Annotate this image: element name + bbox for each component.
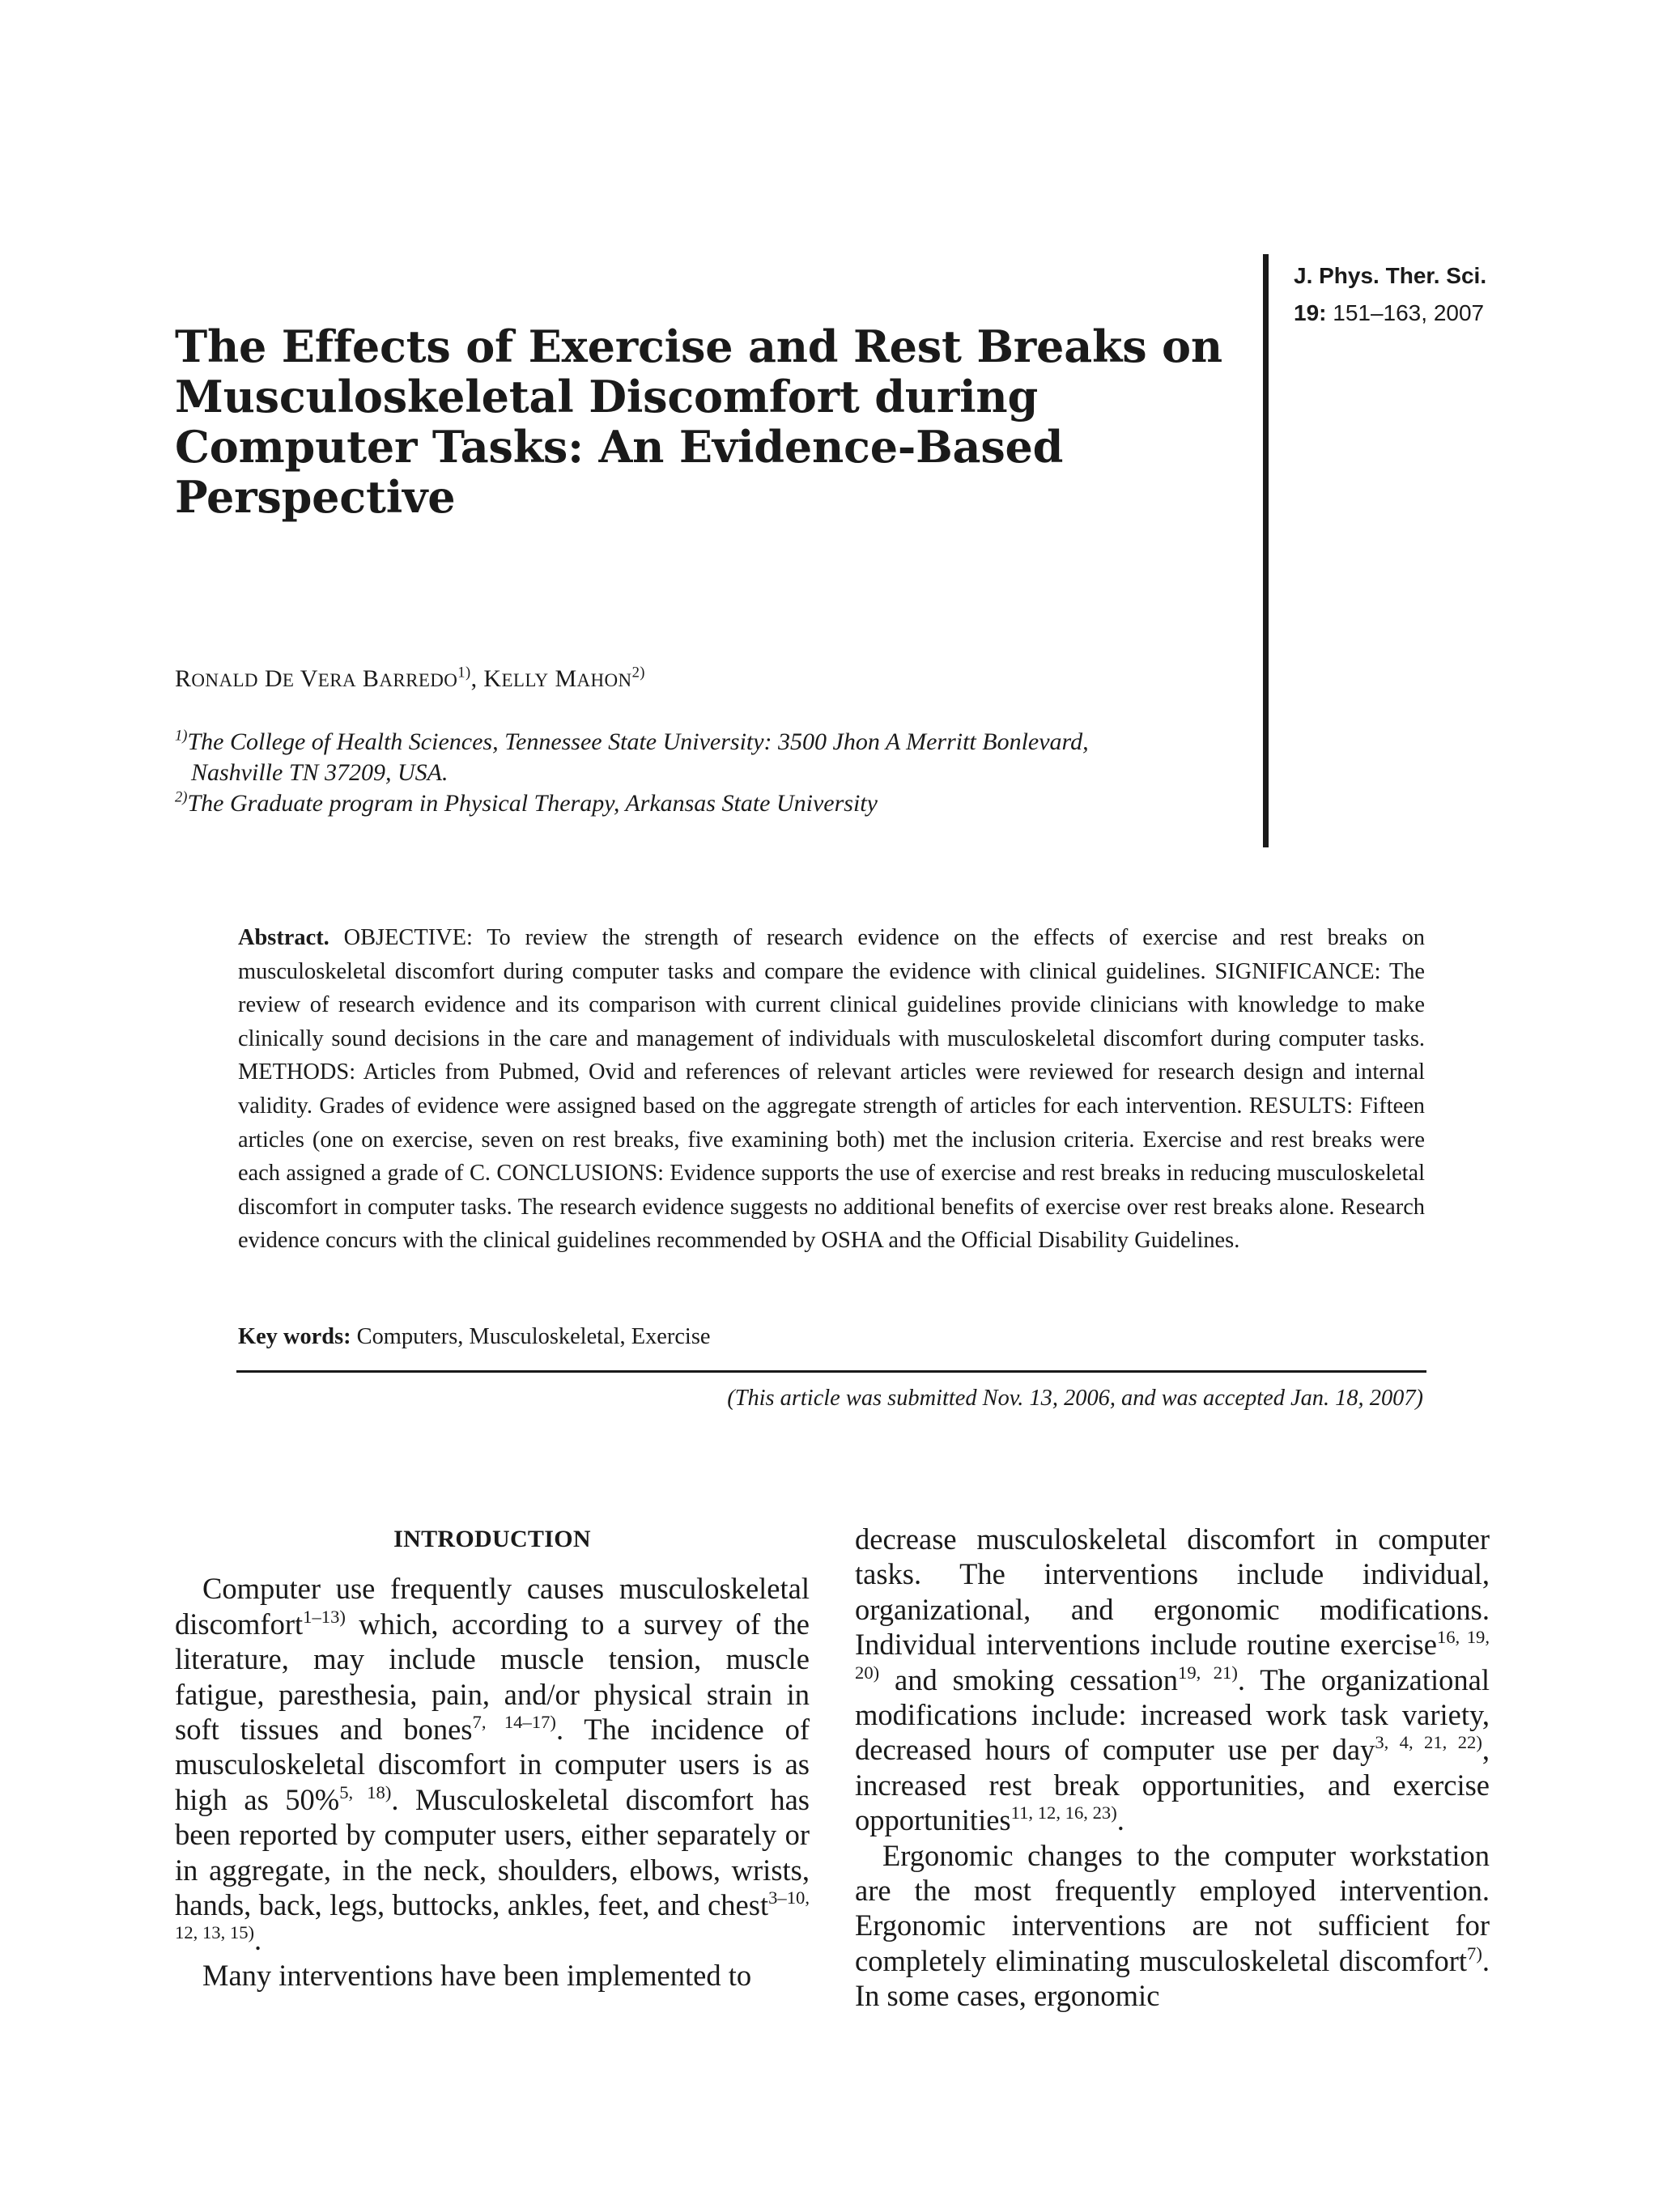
body-paragraph: Many interventions have been implemented to — [202, 1958, 752, 1992]
keywords-text: Computers, Musculoskeletal, Exercise — [351, 1324, 711, 1349]
body-column-right — [855, 1522, 1490, 2014]
body-paragraph: Ergonomic changes to the computer workstation are the most frequently employed intervention. Ergonomic interventions are not sufficient for completely eliminating musculoskeletal discomfort$^{7)}$. In some cases, ergonomic — [855, 1838, 1490, 2013]
journal-header — [1294, 257, 1486, 332]
citation: 7) — [1467, 1942, 1482, 1964]
keywords-label: Key words: — [238, 1324, 351, 1349]
citation: 3–10, 12, 13, 15) — [175, 1887, 810, 1943]
affiliation-1-cont: Nashville TN 37209, USA. — [191, 759, 449, 786]
affiliation-2: $^{2)}$The Graduate program in Physical Therapy, Arkansas State University — [175, 788, 878, 817]
body-paragraph: decrease musculoskeletal discomfort in computer tasks. The interventions include individual, organizational, and ergonomic modifications. Individual interventions include routine exercise$^{16, 19, 20)}$ and smoking cessation$^{19, 21)}$. The organizational modifications include: increased work task variety, decreased hours of computer use per day$^{3, 4, 21, 22)}$, increased rest break opportunities, and exercise opportunities$^{11, 12, 16, 23)}$. — [855, 1522, 1490, 1837]
abstract — [238, 921, 1425, 1258]
affiliation-1: $^{1)}$The College of Health Sciences, Tennessee State University: 3500 Jhon A Merritt Bonlevard, — [175, 727, 1089, 755]
article-title: The Effects of Exercise and Rest Breaks on Musculoskeletal Discomfort during Computer Tasks: An Evidence-Based Perspective — [175, 321, 1222, 523]
author-1: RONALD DE VERA BARREDO$^{1)}$ — [175, 664, 471, 692]
citation: 19, 21) — [1178, 1662, 1238, 1683]
author-2: KELLY MAHON$^{2)}$ — [483, 664, 645, 692]
journal-name: J. Phys. Ther. Sci. — [1294, 263, 1487, 288]
journal-volume-pages — [1294, 295, 1486, 332]
author-1-affiliation-mark: 1) — [457, 664, 471, 681]
abstract-divider — [236, 1370, 1426, 1373]
citation: 5, 18) — [339, 1781, 392, 1802]
citation: 11, 12, 16, 23) — [1010, 1802, 1117, 1824]
citation: 7, 14–17) — [472, 1712, 556, 1733]
citation: 16, 19, 20) — [855, 1627, 1490, 1683]
author-2-affiliation-mark: 2) — [631, 664, 645, 681]
abstract-label: Abstract. — [238, 925, 329, 950]
author-list: RONALD DE VERA BARREDO$^{1)}$, KELLY MAHON$^{2)}$ — [175, 664, 645, 692]
keywords — [238, 1324, 710, 1350]
citation: 3, 4, 21, 22) — [1375, 1732, 1482, 1753]
affiliation-list — [175, 727, 1268, 819]
abstract-text: OBJECTIVE: To review the strength of research evidence on the effects of exercise and rest breaks on musculoskeletal discomfort during computer tasks and compare the evidence with clinical guidelines. SIGNIFICANCE: The review of research evidence and its comparison with current clinical guidelines provide clinicians with knowledge to make clinically sound decisions in the care and management of individuals with musculoskeletal discomfort during computer tasks. METHODS: Articles from Pubmed, Ovid and references of relevant articles were reviewed for research design and internal validity. Grades of evidence were assigned based on the aggregate strength of articles for each intervention. RESULTS: Fifteen articles (one on exercise, seven on rest breaks, five examining both) met the inclusion criteria. Exercise and rest breaks were each assigned a grade of C. CONCLUSIONS: Evidence supports the use of exercise and rest breaks in reducing musculoskeletal discomfort in computer tasks. The research evidence suggests no additional benefits of exercise over rest breaks alone. Research evidence concurs with the clinical guidelines recommended by OSHA and the Official Disability Guidelines. — [238, 925, 1425, 1254]
journal-pages-year: 151–163, 2007 — [1326, 300, 1485, 325]
submission-note: (This article was submitted Nov. 13, 2006, and was accepted Jan. 18, 2007) — [727, 1386, 1423, 1411]
section-heading: INTRODUCTION — [393, 1526, 591, 1552]
body-column-left — [175, 1522, 810, 1993]
citation: 1–13) — [303, 1606, 346, 1627]
body-paragraph: Computer use frequently causes musculoskeletal discomfort$^{1-13)}$ which, according to a survey of the literature, may include muscle tension, muscle fatigue, paresthesia, pain, and/or physical strain in soft tissues and bones$^{7, 14-17)}$. The incidence of musculoskeletal discomfort in computer users is as high as 50%$^{5, 18)}$. Musculoskeletal discomfort has been reported by computer users, either separately or in aggregate, in the neck, shoulders, elbows, wrists, hands, back, legs, buttocks, ankles, feet, and chest$^{3-10, 12, 13, 15)}$. — [175, 1572, 810, 1957]
journal-volume: 19: — [1294, 300, 1327, 325]
